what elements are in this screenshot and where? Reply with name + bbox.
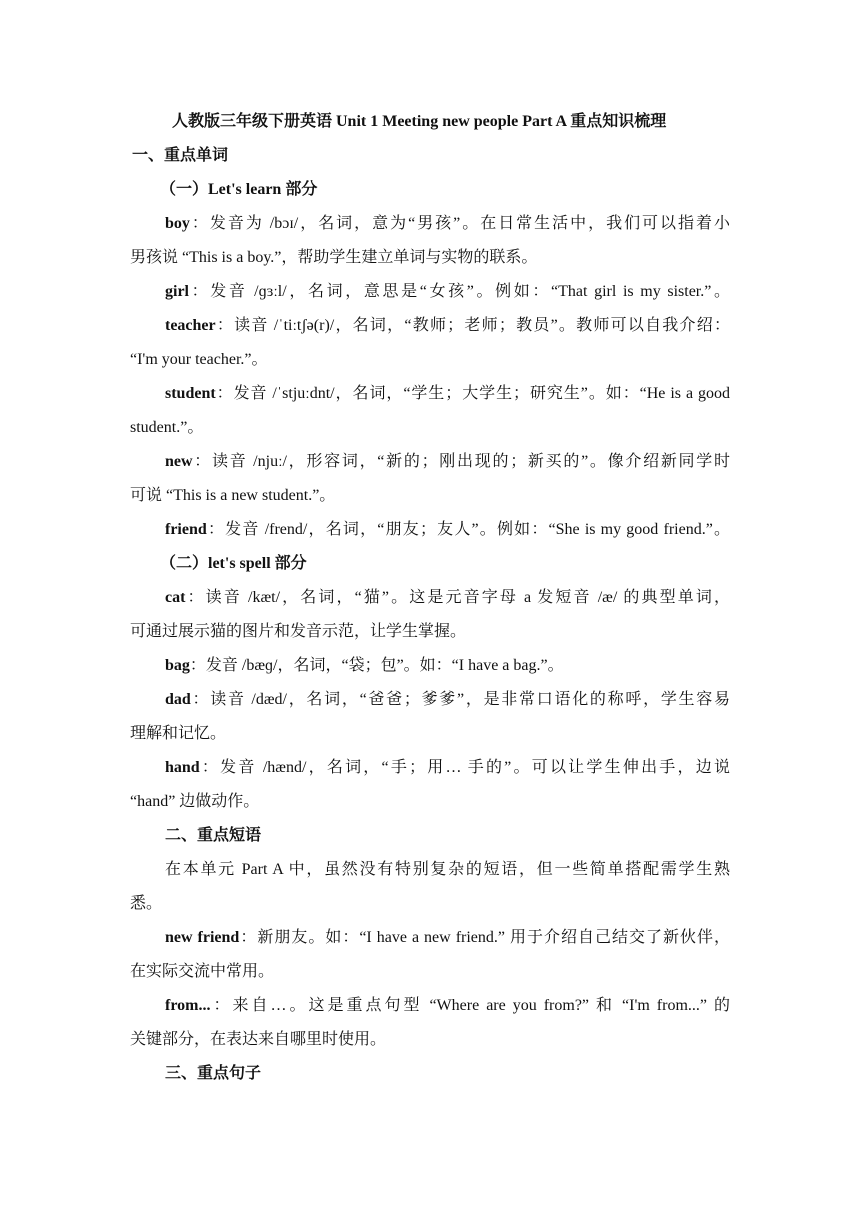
definition-text: ：读音 /dæd/，名词，“爸爸；爹爹”，是非常口语化的称呼，学生容易 [190, 691, 730, 708]
term-dad: dad [165, 691, 191, 708]
paragraph-teacher-line-2: “I'm your teacher.”。 [130, 351, 268, 368]
paragraph-new-friend-line-1 [165, 928, 730, 948]
paragraph-friend [165, 520, 730, 540]
term-cat: cat [165, 589, 186, 606]
term-new: new [165, 453, 193, 470]
term-new-friend: new friend [165, 929, 240, 946]
paragraph-new-line-1 [165, 452, 730, 472]
paragraph-phrases-intro-line-2: 悉。 [130, 895, 163, 912]
paragraph-from-line-1 [165, 996, 730, 1016]
term-girl: girl [165, 283, 189, 300]
paragraph-hand-line-1 [165, 758, 730, 778]
term-hand: hand [165, 759, 200, 776]
paragraph-new-line-2: 可说 “This is a new student.”。 [130, 487, 336, 504]
term-friend: friend [165, 521, 207, 538]
paragraph-boy-line-1 [165, 214, 730, 234]
term-student: student [165, 385, 216, 402]
paragraph-from-line-2: 关键部分，在表达来自哪里时使用。 [130, 1031, 387, 1048]
section-heading-phrases: 二、重点短语 [165, 827, 262, 844]
paragraph-hand-line-2: “hand” 边做动作。 [130, 793, 260, 810]
paragraph-dad-line-2: 理解和记忆。 [130, 725, 227, 742]
paragraph-cat-line-2: 可通过展示猫的图片和发音示范，让学生掌握。 [130, 623, 467, 640]
paragraph-boy-line-2: 男孩说 “This is a boy.”，帮助学生建立单词与实物的联系。 [130, 249, 538, 266]
definition-text: ：发音 /bæɡ/，名词，“袋；包”。如：“I have a bag.”。 [189, 657, 564, 674]
paragraph-girl [165, 282, 730, 302]
definition-text: ：新朋友。如：“I have a new friend.” 用于介绍自己结交了新伙伴， [239, 929, 730, 946]
subsection-heading-lets-learn: （一）Let's learn 部分 [160, 181, 318, 198]
term-boy: boy [165, 215, 190, 232]
definition-text: ：发音 /hænd/，名词，“手；用… 手的”。可以让学生伸出手，边说 [199, 759, 730, 776]
definition-text: ：发音 /frend/，名词，“朋友；友人”。例如：“She is my good friend.”。 [206, 521, 730, 538]
definition-text: ：发音为 /bɔɪ/，名词，意为“男孩”。在日常生活中，我们可以指着小 [189, 215, 730, 232]
paragraph-new-friend-line-2: 在实际交流中常用。 [130, 963, 275, 980]
term-bag: bag [165, 657, 190, 674]
subsection-heading-lets-spell: （二）let's spell 部分 [160, 555, 307, 572]
paragraph-bag [165, 656, 564, 676]
paragraph-phrases-intro-line-1: 在本单元 Part A 中，虽然没有特别复杂的短语，但一些简单搭配需学生熟 [165, 861, 730, 878]
paragraph-teacher-line-1 [165, 316, 730, 336]
paragraph-dad-line-1 [165, 690, 730, 710]
section-heading-sentences: 三、重点句子 [165, 1065, 262, 1082]
definition-text: ：发音 /ɡɜːl/，名词，意思是“女孩”。例如：“That girl is my sister.”。 [189, 283, 730, 300]
definition-text: ：读音 /njuː/，形容词，“新的；刚出现的；新买的”。像介绍新同学时 [192, 453, 730, 470]
term-teacher: teacher [165, 317, 216, 334]
definition-text: ：读音 /ˈtiːtʃə(r)/，名词，“教师；老师；教员”。教师可以自我介绍： [215, 317, 730, 334]
term-from: from... [165, 997, 211, 1014]
paragraph-student-line-2: student.”。 [130, 419, 204, 436]
paragraph-student-line-1 [165, 384, 730, 404]
definition-text: ：来自…。这是重点句型 “Where are you from?” 和 “I'm from...” 的 [210, 997, 730, 1014]
definition-text: ：发音 /ˈstjuːdnt/，名词，“学生；大学生；研究生”。如：“He is a good [215, 385, 730, 402]
document-title: 人教版三年级下册英语 Unit 1 Meeting new people Part A 重点知识梳理 [172, 113, 667, 130]
section-heading-vocabulary: 一、重点单词 [132, 147, 229, 164]
definition-text: ：读音 /kæt/，名词，“猫”。这是元音字母 a 发短音 /æ/ 的典型单词， [185, 589, 730, 606]
paragraph-cat-line-1 [165, 588, 730, 608]
